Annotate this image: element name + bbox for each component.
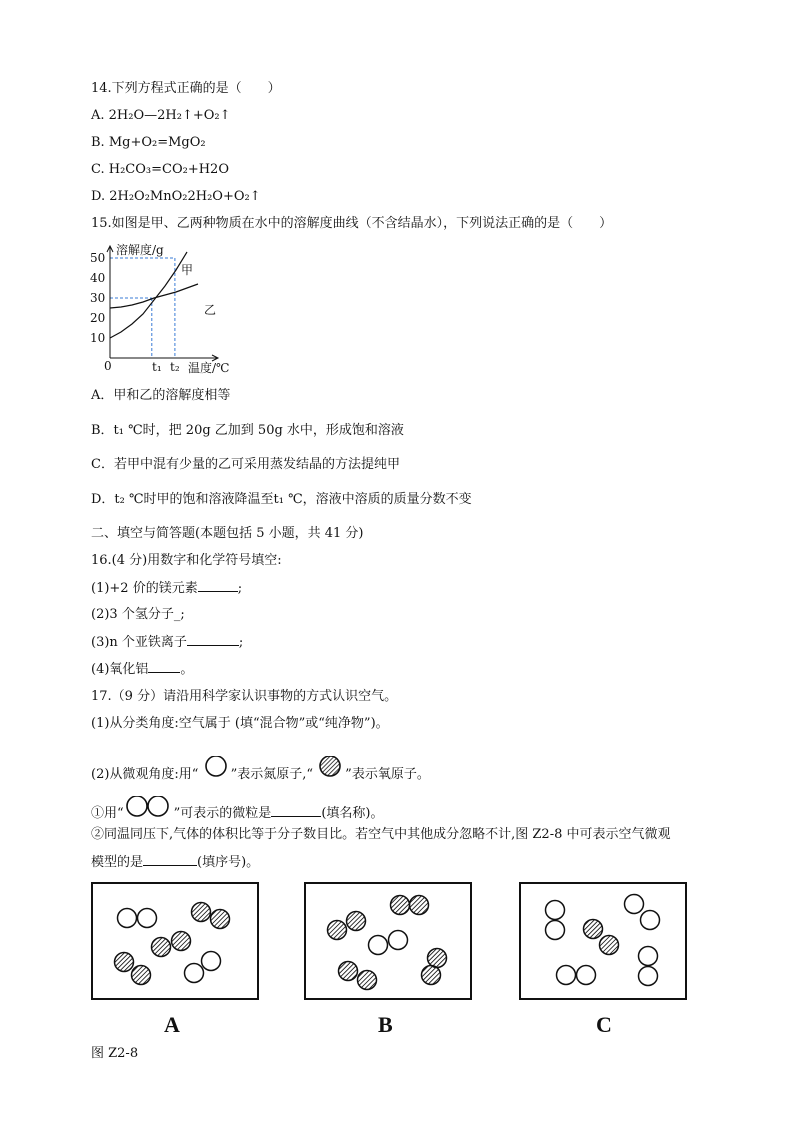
q17-part-3b: ”可表示的微粒是 [173,806,272,821]
model-panel-a[interactable] [91,882,259,1000]
solubility-chart [88,238,248,378]
q17-part-2 [91,756,430,784]
q17-part-3a: ①用“ [91,806,124,821]
ytick-40: 40 [90,271,106,285]
q16-part-1-end: ; [237,581,243,596]
series-label-yi: 乙 [204,303,217,317]
q17-blank-3[interactable] [271,804,321,817]
model-label-a: A [164,1012,180,1037]
chart-axes [90,246,218,361]
ytick-20: 20 [90,311,106,325]
oxygen-atom-icon [317,756,345,780]
ytick-50: 50 [90,251,106,265]
q17-part-2c: ”表示氧原子。 [345,767,430,782]
ytick-30: 30 [90,291,106,305]
q15-option-d: D．t₂ ℃时甲的饱和溶液降温至t₁ ℃，溶液中溶质的质量分数不变 [91,492,472,507]
q16-blank-1[interactable] [198,579,238,592]
q17-part-1: (1)从分类角度:空气属于 (填“混合物”或“纯净物”)。 [91,716,389,731]
model-label-b: B [378,1012,393,1037]
q17-part-3 [91,796,383,823]
xtick-t2: t₂ [170,360,180,374]
series-label-jia: 甲 [181,263,194,277]
q16-part-4-text: (4)氧化铝 [91,662,149,677]
q17-stem: 17.（9 分）请沿用科学家认识事物的方式认识空气。 [91,689,398,704]
chart-ylabel: 溶解度/g [116,243,164,257]
q16-part-4 [91,660,193,679]
q17-part-5b: (填序号)。 [197,855,260,870]
figure-caption: 图 Z2-8 [91,1046,139,1061]
q15-option-a: A．甲和乙的溶解度相等 [91,388,231,403]
q15-option-b: B．t₁ ℃时，把 20g 乙加到 50g 水中，形成饱和溶液 [91,423,404,438]
q17-part-2a: (2)从微观角度:用“ [91,767,199,782]
nitrogen-atom-icon [203,756,231,780]
q16-part-3 [91,633,243,652]
q16-blank-3[interactable] [187,633,239,646]
q14-option-c: C. H₂CO₃=CO₂+H2O [91,162,229,177]
q16-stem: 16.(4 分)用数字和化学符号填空: [91,553,282,568]
q14-option-d: D. 2H₂O₂MnO₂2H₂O+O₂↑ [91,189,261,204]
q16-part-1 [91,579,242,598]
q14-option-a: A. 2H₂O—2H₂↑+O₂↑ [91,108,231,123]
nitrogen-molecule-icon [124,796,174,820]
model-panel-b[interactable] [304,882,472,1000]
xtick-t1: t₁ [152,360,162,374]
model-b-molecules [306,884,470,998]
model-panel-c[interactable] [519,882,687,1000]
chart-guides [110,258,175,358]
q16-part-3-text: (3)n 个亚铁离子 [91,635,187,650]
q15-stem: 15.如图是甲、乙两种物质在水中的溶解度曲线（不含结晶水），下列说法正确的是（ ） [91,216,613,231]
chart-origin-label: 0 [104,359,112,373]
q17-part-3c: (填名称)。 [321,806,384,821]
model-c-molecules [521,884,685,998]
q16-part-4-end: 。 [180,662,194,677]
q17-part-5a: 模型的是 [91,855,144,870]
q17-part-4: ②同温同压下,气体的体积比等于分子数目比。若空气中其他成分忽略不计,图 Z2-8 中可表示空气微观 [91,827,671,842]
q16-part-2: (2)3 个氢分子_; [91,607,185,622]
q16-blank-4[interactable] [148,660,180,673]
section-heading: 二、填空与简答题(本题包括 5 小题，共 41 分) [91,526,364,541]
q17-part-2b: ”表示氮原子,“ [230,767,314,782]
q17-blank-5[interactable] [143,853,197,866]
chart-xlabel: 温度/℃ [188,361,230,375]
series-line-0 [110,252,187,338]
model-a-molecules [93,884,257,998]
q17-part-5 [91,853,259,872]
q16-part-1-text: (1)+2 价的镁元素 [91,581,198,596]
q14-stem: 14.下列方程式正确的是（ ） [91,81,281,96]
series-line-1 [110,284,198,308]
q14-option-b: B. Mg+O₂=MgO₂ [91,135,206,150]
ytick-10: 10 [90,331,106,345]
q15-option-c: C．若甲中混有少量的乙可采用蒸发结晶的方法提纯甲 [91,457,400,472]
q16-part-3-end: ; [238,635,244,650]
model-label-c: C [596,1012,612,1037]
